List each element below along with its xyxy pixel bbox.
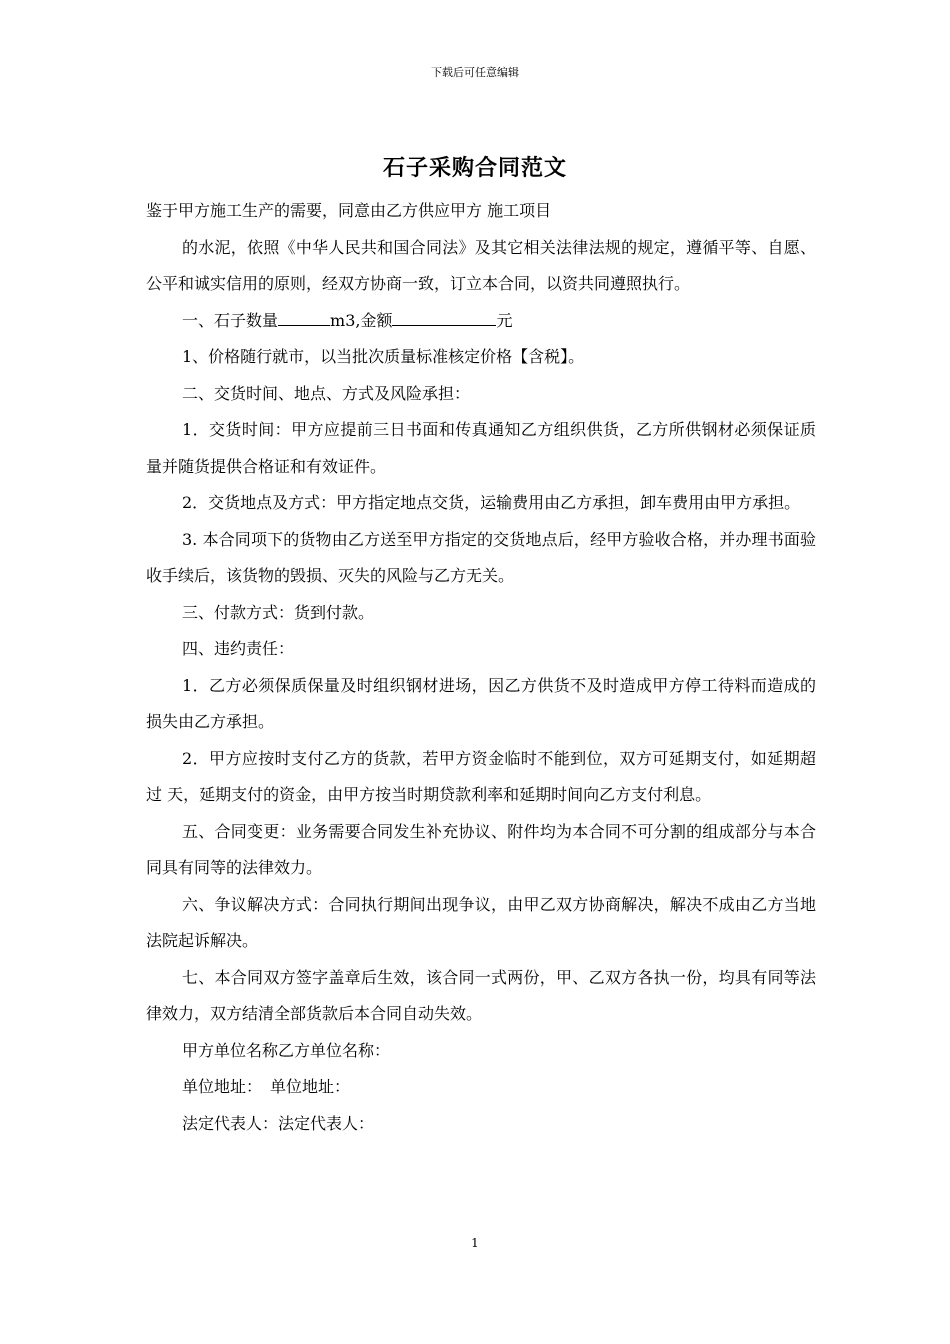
section-heading-delivery: 二、交货时间、地点、方式及风险承担： <box>182 383 471 403</box>
contract-body <box>146 193 816 1142</box>
buyer-liability-clause: 2．甲方应按时支付乙方的货款，若甲方资金临时不能到位，双方可延期支付，如延期超过 天，延期支付的资金，由甲方按当时期贷款利率和延期时间向乙方支付利息。 <box>146 748 816 804</box>
section-contract-change: 五、合同变更：业务需要合同发生补充协议、附件均为本合同不可分割的组成部分与本合同具有同等的法律效力。 <box>146 821 816 877</box>
delivery-place-clause: 2．交货地点及方式：甲方指定地点交货，运输费用由乙方承担，卸车费用由甲方承担。 <box>182 493 801 512</box>
signature-representatives: 法定代表人：法定代表人： <box>182 1113 375 1133</box>
section-heading-payment: 三、付款方式：货到付款。 <box>182 602 375 622</box>
section-effectiveness: 七、本合同双方签字盖章后生效，该合同一式两份，甲、乙双方各执一份，均具有同等法律效力，双方结清全部货款后本合同自动失效。 <box>146 967 816 1023</box>
risk-clause: 3. 本合同项下的货物由乙方送至甲方指定的交货地点后，经甲方验收合格，并办理书面验收手续后，该货物的毁损、灭失的风险与乙方无关。 <box>146 529 816 585</box>
document-title: 石子采购合同范文 <box>382 155 567 181</box>
amount-blank <box>392 305 496 326</box>
page-number: 1 <box>471 1236 479 1250</box>
price-clause: 1、价格随行就市，以当批次质量标准核定价格【含税】。 <box>182 347 585 366</box>
intro-paragraph: 鉴于甲方施工生产的需要，同意由乙方供应甲方 施工项目 <box>146 201 552 220</box>
intro-paragraph-continued: 的水泥，依照《中华人民共和国合同法》及其它相关法律法规的规定，遵循平等、自愿、公平和诚实信用的原则，经双方协商一致，订立本合同，以资共同遵照执行。 <box>146 237 816 293</box>
signature-party-names: 甲方单位名称乙方单位名称： <box>182 1040 391 1060</box>
quantity-amount-line <box>146 303 816 340</box>
delivery-time-clause: 1．交货时间：甲方应提前三日书面和传真通知乙方组织供货，乙方所供钢材必须保证质量并随货提供合格证和有效证件。 <box>146 420 816 476</box>
section-dispute-resolution: 六、争议解决方式：合同执行期间出现争议，由甲乙双方协商解决，解决不成由乙方当地法院起诉解决。 <box>146 894 816 950</box>
quantity-blank <box>278 305 330 326</box>
header-note: 下载后可任意编辑 <box>431 66 519 79</box>
quantity-label: 一、石子数量 <box>182 310 279 330</box>
section-heading-liability: 四、违约责任： <box>182 639 295 658</box>
supplier-liability-clause: 1．乙方必须保质保量及时组织钢材进场，因乙方供货不及时造成甲方停工待料而造成的损失由乙方承担。 <box>146 675 816 731</box>
signature-addresses: 单位地址： 单位地址： <box>182 1077 351 1096</box>
amount-unit: 元 <box>496 310 513 330</box>
amount-label: m3,金额 <box>330 310 393 330</box>
